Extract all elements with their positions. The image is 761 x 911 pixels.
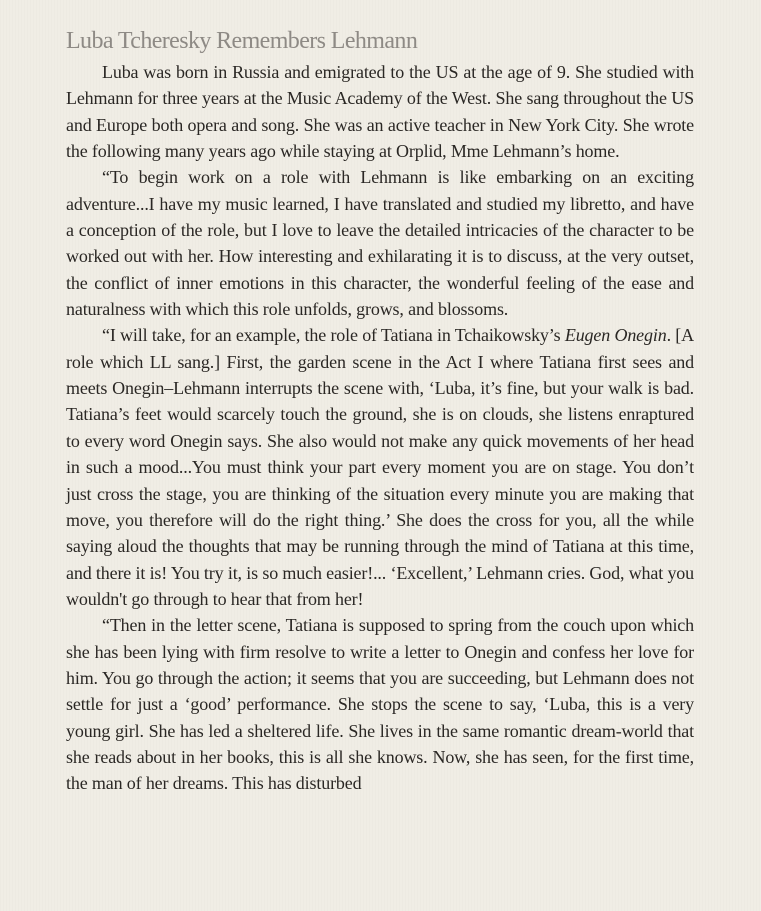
article-title: Luba Tcheresky Remembers Lehmann xyxy=(66,28,418,54)
paragraph-text-end: . [A role which LL sang.] First, the garden scene in the Act I where Tatiana first sees and meets Onegin–Lehmann interrupts the scene with, ‘Luba, it’s fine, but your walk is bad. Tatiana’s feet would scarcely touch the ground, she is on clouds, she listens enraptured to every word Onegin says. She also would not make any quick movements of her head in such a mood...You must think your part every moment you are on stage. You don’t just cross the stage, you are thinking of the situation every minute you are making that move, you therefore will do the right thing.’ She does the cross for you, all the while saying aloud the thoughts that may be running through the mind of Tatiana at this time, and there it is! You try it, is so much easier!... ‘Excellent,’ Lehmann cries. God, what you wouldn't go through to hear that from her! xyxy=(66,325,694,609)
article-body xyxy=(66,59,694,797)
paragraph-intro: Luba was born in Russia and emigrated to the US at the age of 9. She studied with Lehmann for three years at the Music Academy of the West. She sang throughout the US and Europe both opera and song. She was an active teacher in New York City. She wrote the following many years ago while staying at Orplid, Mme Lehmann’s home. xyxy=(66,62,694,162)
paragraph-garden-scene xyxy=(66,322,694,612)
paragraph-role-adventure: “To begin work on a role with Lehmann is like embarking on an exciting adventure...I have my music learned, I have translated and studied my libretto, and have a conception of the role, but I love to leave the detailed intricacies of the character to be worked out with her. How interesting and exhilarating it is to discuss, at the very outset, the conflict of inner emotions in this character, the wonderful feeling of the ease and naturalness with which this role unfolds, grows, and blossoms. xyxy=(66,167,694,320)
paragraph-letter-scene: “Then in the letter scene, Tatiana is supposed to spring from the couch upon which she has been lying with firm resolve to write a letter to Onegin and confess her love for him. You go through the action; it seems that you are succeeding, but Lehmann does not settle for just a ‘good’ performance. She stops the scene to say, ‘Luba, this is a very young girl. She has led a sheltered life. She lives in the same romantic dream-world that she reads about in her books, this is all she knows. Now, she has seen, for the first time, the man of her dreams. This has disturbed xyxy=(66,615,694,794)
opera-title: Eugen Onegin xyxy=(564,325,667,346)
paragraph-text-start: “I will take, for an example, the role of Tatiana in Tchaikowsky’s xyxy=(102,325,565,346)
document-page xyxy=(66,26,694,797)
